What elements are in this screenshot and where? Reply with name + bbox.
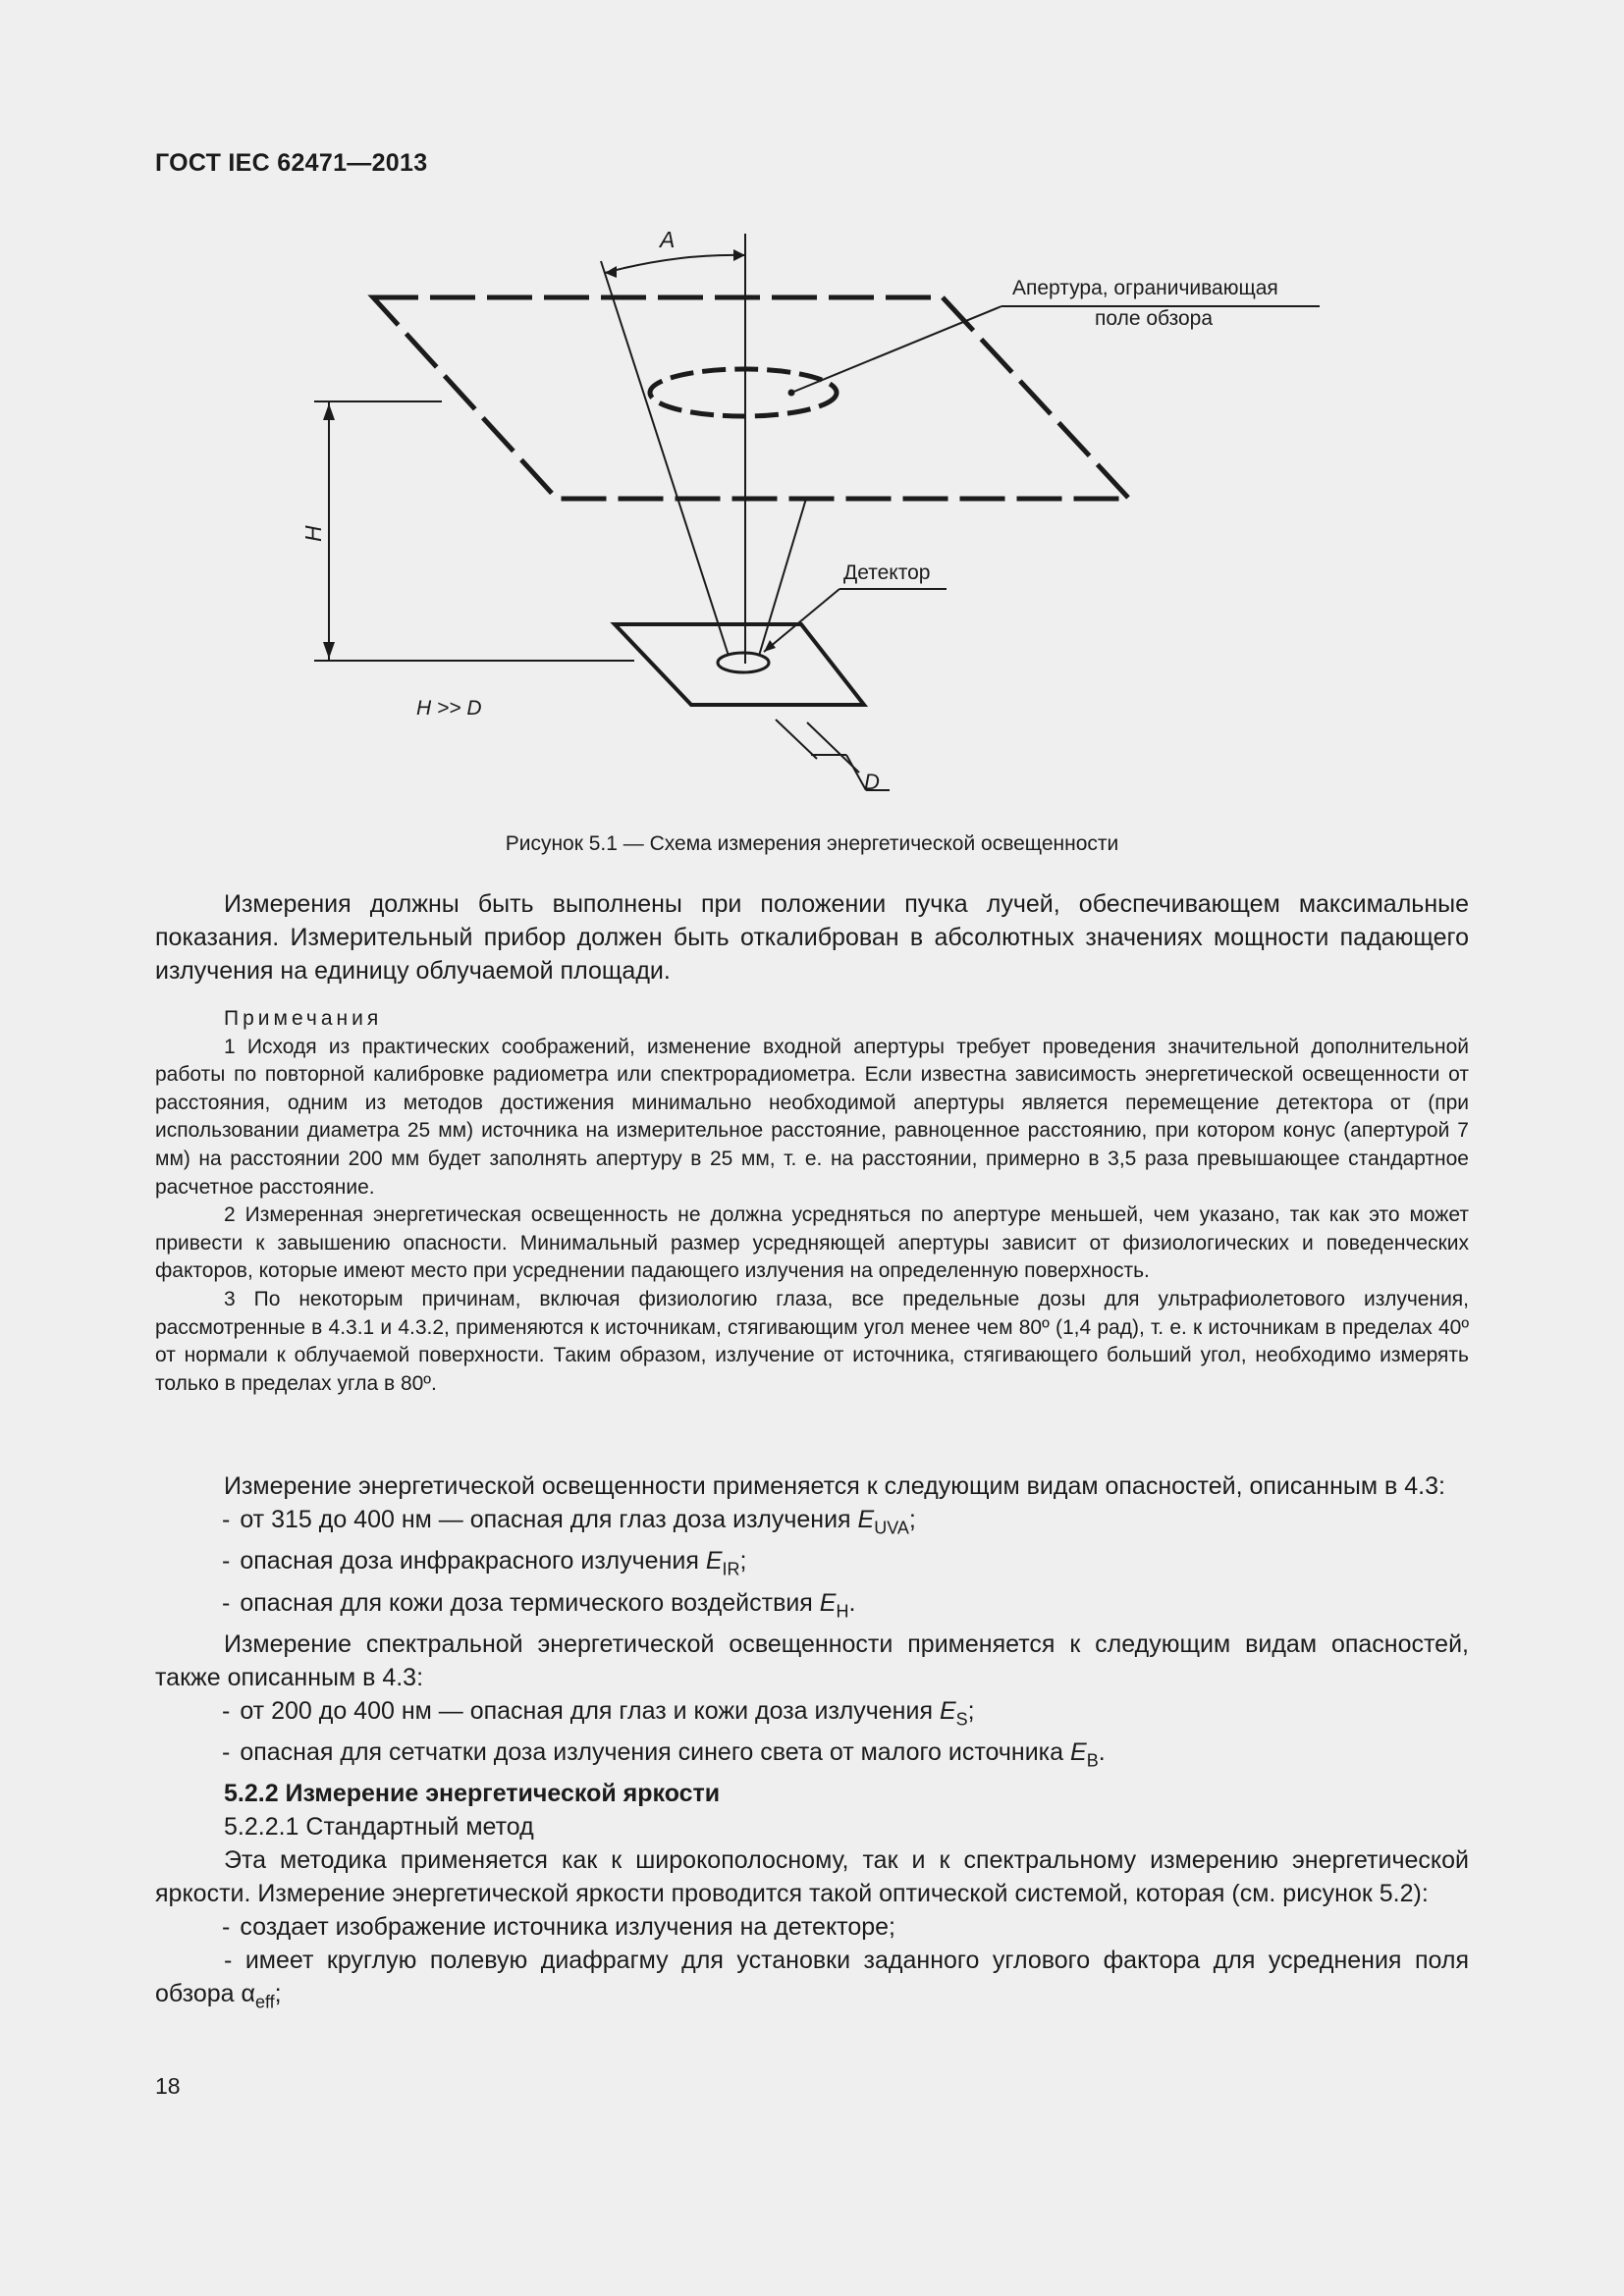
detector-label: Детектор (843, 561, 931, 584)
document-header: ГОСТ IEC 62471—2013 (155, 149, 428, 177)
paragraph-1: Измерения должны быть выполнены при положении пучка лучей, обеспечивающем максимальные показания. Измерительный прибор должен быть откалиброван в абсолютных значениях мощности падающего излучения на единицу облучаемой площади. (155, 890, 1469, 985)
page-number: 18 (155, 2073, 181, 2099)
notes-title: Примечания (224, 1007, 383, 1030)
aperture-label-line2: поле обзора (1095, 307, 1214, 330)
detector-plate (615, 624, 864, 705)
ratio-label: H >> D (416, 697, 482, 720)
paragraph-2: Измерение энергетической освещенности применяется к следующим видам опасностей, описанным в 4.3: (224, 1472, 1445, 1500)
figure-caption: Рисунок 5.1 — Схема измерения энергетической освещенности (505, 832, 1119, 855)
list-item: - опасная доза инфракрасного излучения $E_{IR}$; (222, 1547, 747, 1579)
note-2: 2 Измеренная энергетическая освещенность не должна усредняться по апертуре меньшей, чем указано, так как это может привести к завышению опасности. Минимальный размер усредняющей апертуры зависит от физиологических и поведенческих факторов, которые имеют место при усреднении падающего излучения на определенную поверхность. (155, 1203, 1469, 1283)
list-item: - опасная для сетчатки доза излучения синего света от малого источника $E_B$. (222, 1738, 1106, 1771)
subsection-heading: 5.2.2.1 Стандартный метод (224, 1813, 534, 1842)
list-item-wrapped: - имеет круглую полевую диафрагму для установки заданного углового фактора для усреднения поля обзора $\alpha_{eff}$; (155, 1947, 1469, 2012)
main-text-block (155, 1469, 1469, 2019)
list-item: - опасная для кожи доза термического воздействия $E_H$. (222, 1588, 856, 1621)
list-item: - от 315 до 400 нм — опасная для глаз доза излучения $E_{UVA}$; (222, 1506, 916, 1538)
section-heading: 5.2.2 Измерение энергетической яркости (224, 1780, 721, 1808)
list-item: - создает изображение источника излучения на детекторе; (222, 1913, 896, 1942)
list-item: - от 200 до 400 нм — опасная для глаз и кожи доза излучения $E_S$; (222, 1696, 975, 1730)
angle-label: A (660, 227, 676, 252)
note-1: 1 Исходя из практических соображений, изменение входной апертуры требует проведения значительной дополнительной работы по повторной калибровке радиометра или спектрорадиометра. Если известна зависимость энергетической освещенности от расстояния, одним из методов достижения минимально необходимой апертуры является перемещение детектора от (при использовании диаметра 25 мм) источника на измерительное расстояние, равноценное расстоянию, при котором конус (апертурой 7 мм) на расстоянии 200 мм будет заполнять апертуру в 25 мм, т. е. на расстоянии, примерно в 3,5 раза превышающее стандартное расчетное расстояние. (155, 1035, 1469, 1199)
paragraph-4: Эта методика применяется как к широкополосному, так и к спектральному измерению энергетической яркости. Измерение энергетической яркости проводится такой оптической системой, которая (см. рисунок 5.2): (155, 1846, 1469, 1908)
aperture-ellipse (650, 369, 837, 416)
paragraph-1-block (155, 887, 1469, 988)
detector-ellipse (718, 653, 769, 672)
figure-irradiance-scheme (0, 0, 1624, 864)
diameter-label: D (864, 770, 880, 794)
note-3: 3 По некоторым причинам, включая физиологию глаза, все предельные дозы для ультрафиолетового излучения, рассмотренные в 4.3.1 и 4.3.2, применяются к источникам, стягивающим угол менее чем 80º (1,4 рад), т. е. к источникам в пределах 40º от нормали к облучаемой поверхности. Таким образом, излучение от источника, стягивающего больший угол, необходимо измерять только в пределах угла в 80º. (155, 1287, 1469, 1395)
height-label: H (300, 525, 326, 542)
paragraph-3: Измерение спектральной энергетической освещенности применяется к следующим видам опасностей, также описанным в 4.3: (155, 1629, 1469, 1691)
aperture-plane (373, 297, 1129, 499)
aperture-label-line1: Апертура, ограничивающая (1012, 277, 1278, 299)
notes-block (155, 1005, 1469, 1398)
